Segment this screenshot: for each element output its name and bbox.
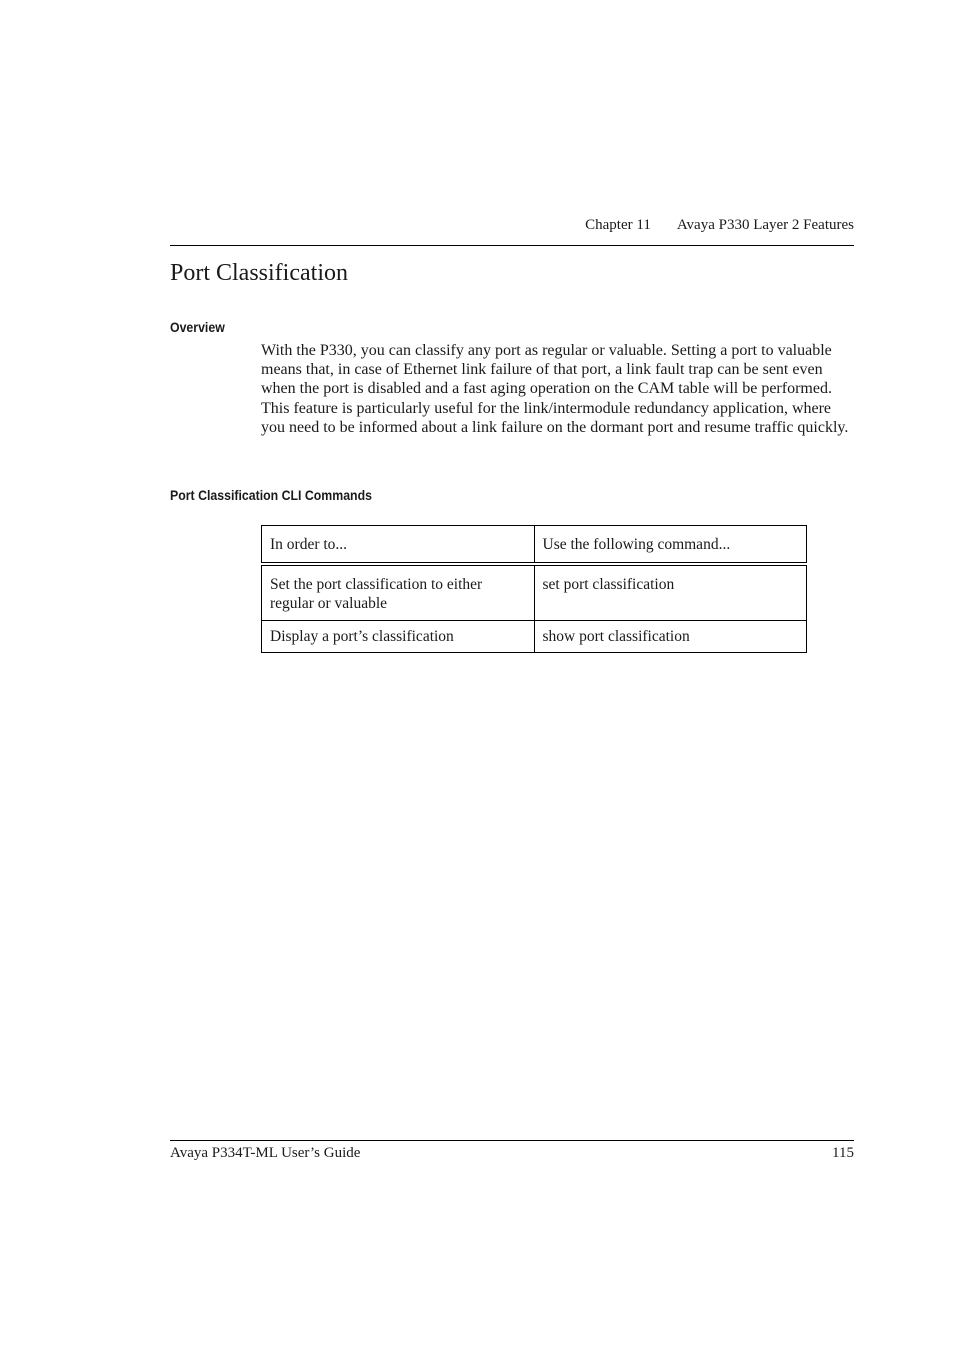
table-header-row (262, 526, 807, 565)
header-divider (170, 245, 854, 246)
footer-guide-title: Avaya P334T-ML User’s Guide (170, 1145, 361, 1161)
cli-commands-heading: Port Classification CLI Commands (170, 487, 372, 503)
table-row (262, 621, 807, 653)
running-header (585, 215, 854, 235)
table-cell-command: set port classification (534, 564, 807, 621)
page-number: 115 (832, 1145, 854, 1161)
cli-commands-table (261, 525, 807, 653)
chapter-number: Chapter 11 (585, 217, 651, 233)
overview-paragraph: With the P330, you can classify any port as regular or valuable. Setting a port to valuable means that, in case of Ethernet link failure of that port, a link fault trap can be sent even when the port is disabled and a fast aging operation on the CAM table will be performed. This feature is particularly useful for the link/intermodule redundancy application, where you need to be informed about a link failure on the dormant port and resume traffic quickly. (261, 342, 849, 436)
table-row (262, 564, 807, 621)
table-cell-task: Set the port classification to either regular or valuable (262, 564, 535, 621)
table-cell-task: Display a port’s classification (262, 621, 535, 653)
chapter-title: Avaya P330 Layer 2 Features (676, 217, 854, 233)
table-cell-command: show port classification (534, 621, 807, 653)
table-header-cell: Use the following command... (534, 526, 807, 565)
section-title: Port Classification (170, 260, 348, 286)
overview-heading: Overview (170, 319, 225, 335)
footer-divider (170, 1140, 854, 1141)
table-header-cell: In order to... (262, 526, 535, 565)
